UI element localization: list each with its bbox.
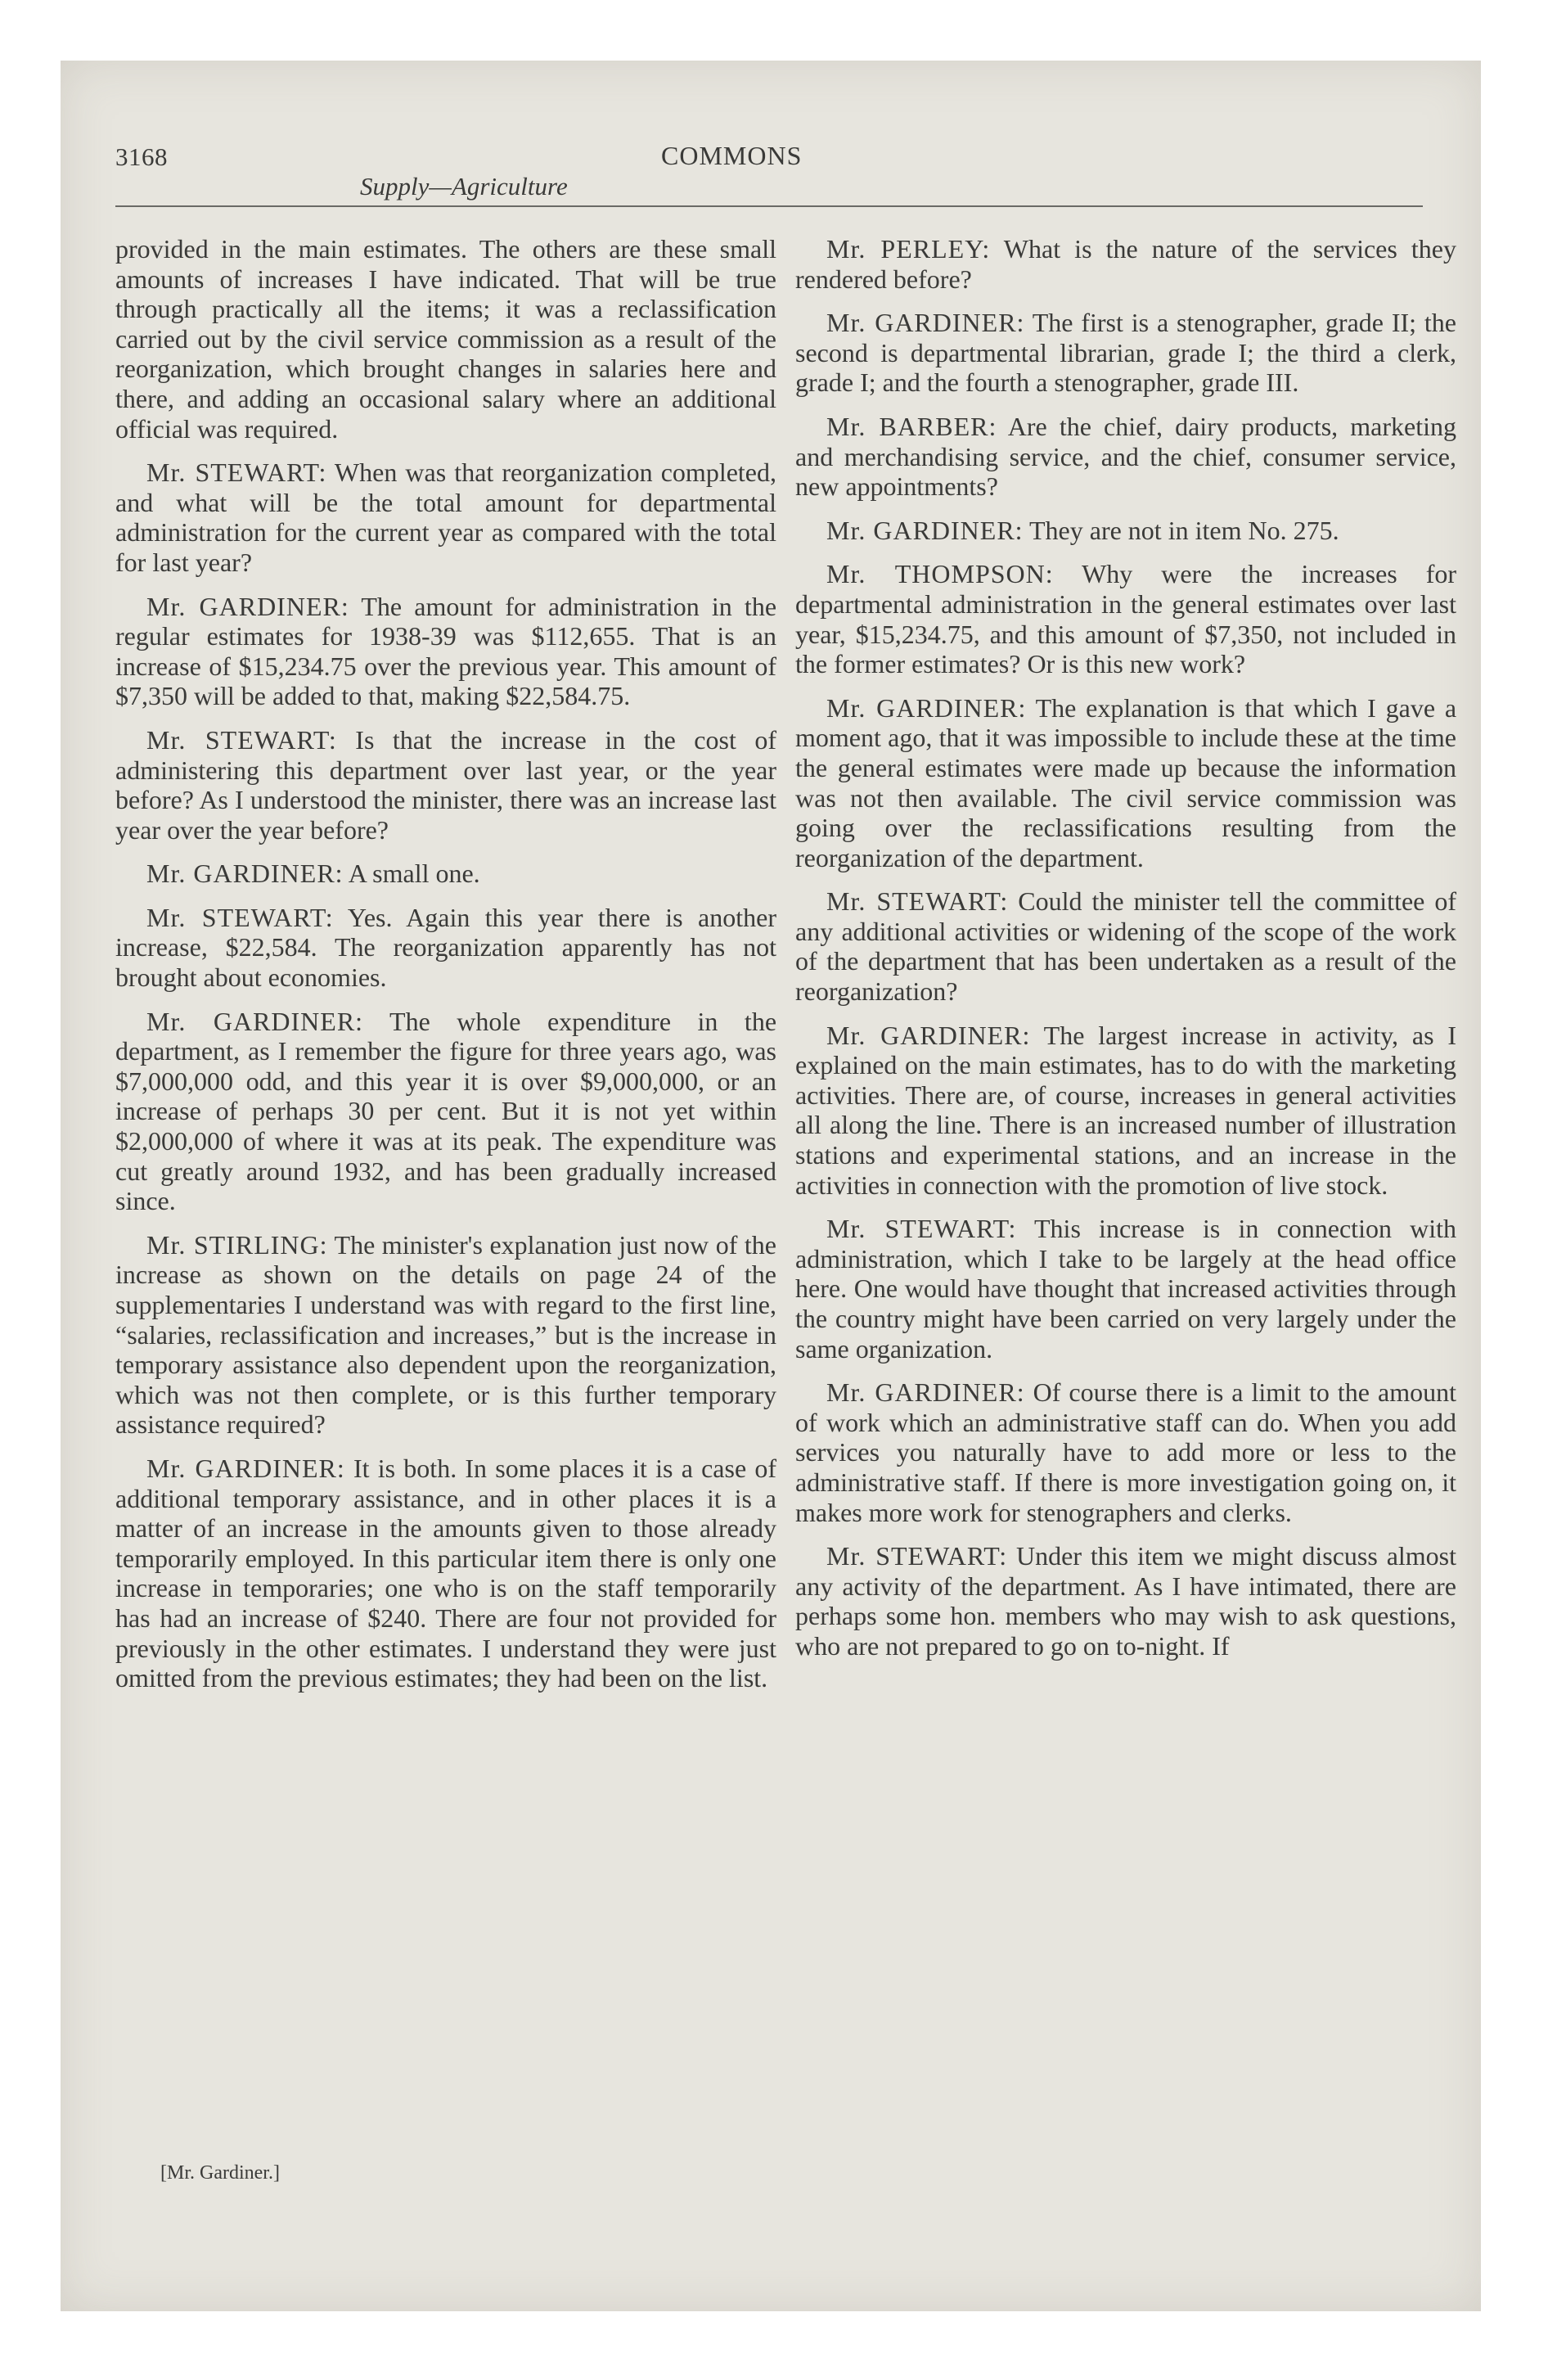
paragraph [115,1454,776,1693]
paragraph [795,412,1456,502]
paragraph-text: What is the nature of the services they rendered before? [795,234,1457,294]
section-heading: Supply—Agriculture [360,172,568,201]
paragraph [795,308,1456,398]
paragraph [795,1214,1456,1364]
paragraph [795,693,1456,873]
paragraph [795,1541,1456,1661]
paragraph-text: It is both. In some places it is a case of additional temporary assistance, and in other places it is a matter of an increase in the amounts given to those already temporarily employed. In this particular item there is only one increase in temporaries; one who is on the staff temporarily has had an increase of $240. There are four not provided for previously in the other estimates. I understand they were just omitted from the previous estimates; they had been on the list. [115,1453,777,1693]
speaker-name: Mr. GARDINER: [146,1006,364,1036]
left-column [115,234,776,1707]
speaker-name: Mr. GARDINER: [826,308,1025,338]
paragraph-text: A small one. [348,859,480,889]
speaker-name: Mr. GARDINER: [826,1377,1025,1408]
speaker-name: Mr. STEWART: [146,902,334,932]
speaker-name: Mr. GARDINER: [826,1020,1031,1050]
speaker-name: Mr. STEWART: [826,1541,1008,1571]
paragraph [795,886,1456,1006]
speaker-name: Mr. STIRLING: [146,1229,328,1260]
paragraph-text: Are the chief, dairy products, marketing and merchandising service, and the chief, consumer service, new appointments? [795,411,1457,502]
paragraph-text: Under this item we might discuss almost any activity of the department. As I have intimated, there are perhaps some hon. members who may wish to ask questions, who are not prepared to go on to-night. If [795,1541,1457,1661]
paragraph-text: The largest increase in activity, as I explained on the main estimates, has to do with the marketing activities. There are, of course, increases in general activities all along the line. There is an increased number of illustration stations and experimental stations, and an increase in the activities in connection with the promotion of live stock. [795,1020,1457,1200]
speaker-name: Mr. GARDINER: [826,692,1027,723]
paragraph-text: The whole expenditure in the department, as I remember the figure for three years ago, was $7,000,000 odd, and this year it is over $9,000,000, or an increase of perhaps 30 per cent. But it is not yet within $2,000,000 of where it was at its peak. The expenditure was cut greatly around 1932, and has been gradually increased since. [115,1006,777,1216]
paragraph [115,592,776,711]
paragraph-text: Why were the increases for departmental administration in the general estimates over last year, $15,234.75, and this amount of $7,350, not included in the former estimates? Or is this new work? [795,559,1457,679]
paragraph-text: The minister's explanation just now of the increase as shown on the details on page 24 of the supplementaries I understand was with regard to the first line, “salaries, reclassification and increases,” but is the increase in temporary assistance also dependent upon the reorganization, which was not then complete, or is this further temporary assistance required? [115,1229,777,1440]
paragraph-text: Is that the increase in the cost of administering this department over last year, or the year before? As I understood the minister, there was an increase last year over the year before? [115,724,777,845]
speaker-name: Mr. STEWART: [826,886,1009,917]
paragraph [795,1021,1456,1201]
paragraph [115,1230,776,1440]
speaker-name: Mr. STEWART: [146,724,337,755]
speaker-name: Mr. GARDINER: [826,515,1024,545]
paragraph [115,903,776,993]
paragraph [115,859,776,889]
paragraph-text: When was that reorganization completed, and what will be the total amount for departmental administration for the current year as compared with the total for last year? [115,458,776,577]
paragraph-text: Of course there is a limit to the amount of work which an administrative staff can do. When you add services you naturally have to add more or less to the administrative staff. If there is more investigation going on, it makes more work for stenographers and clerks. [795,1377,1457,1527]
speaker-name: Mr. PERLEY: [826,234,991,264]
speaker-name: Mr. THOMPSON: [826,559,1054,589]
paragraph [115,1007,776,1216]
paragraph [795,559,1456,678]
paragraph [115,458,776,577]
paragraph-text: The explanation is that which I gave a moment ago, that it was impossible to include these at the time the general estimates were made up because the information was not then available. The civil service commission was going over the reclassifications resulting from the reorganization of the department. [795,692,1457,872]
paragraph [795,1377,1456,1527]
speaker-name: Mr. BARBER: [826,411,997,441]
header-rule [115,205,1423,207]
running-head: COMMONS [661,141,803,170]
speaker-name: Mr. STEWART: [146,458,327,488]
paragraph-text: provided in the main estimates. The others are these small amounts of increases I have indicated. That will be true through practically all the items; it was a reclassification carried out by the civil service commission as a result of the reorganization, which brought changes in salaries here and there, and adding an occasional salary where an additional official was required. [115,234,776,444]
speaker-name: Mr. GARDINER: [146,591,349,621]
paragraph [115,725,776,845]
page-number: 3168 [115,142,168,171]
paragraph-text: The amount for administration in the regular estimates for 1938-39 was $112,655. That is an increase of $15,234.75 over the previous year. This amount of $7,350 will be added to that, making $22,584.75. [115,591,777,711]
paragraph-text: They are not in item No. 275. [1028,515,1339,545]
footer-speaker-note: [Mr. Gardiner.] [160,2162,280,2184]
paragraph [115,234,776,444]
speaker-name: Mr. GARDINER: [146,859,344,889]
paragraph-text: Yes. Again this year there is another increase, $22,584. The reorganization apparently has not brought about economies. [115,902,776,993]
paragraph-text: Could the minister tell the committee of any additional activities or widening of the scope of the work of the department that has been undertaken as a result of the reorganization? [795,886,1457,1007]
speaker-name: Mr. STEWART: [826,1214,1017,1244]
paragraph-text: The first is a stenographer, grade II; the second is departmental librarian, grade I; the third a clerk, grade I; and the fourth a stenographer, grade III. [795,308,1457,398]
speaker-name: Mr. GARDINER: [146,1453,345,1483]
right-column [795,234,1456,1675]
paragraph [795,516,1456,546]
paragraph-text: This increase is in connection with administration, which I take to be largely at the head office here. One would have thought that increased activities through the country might have been carried on very largely under the same organization. [795,1214,1456,1364]
paragraph [795,234,1456,294]
